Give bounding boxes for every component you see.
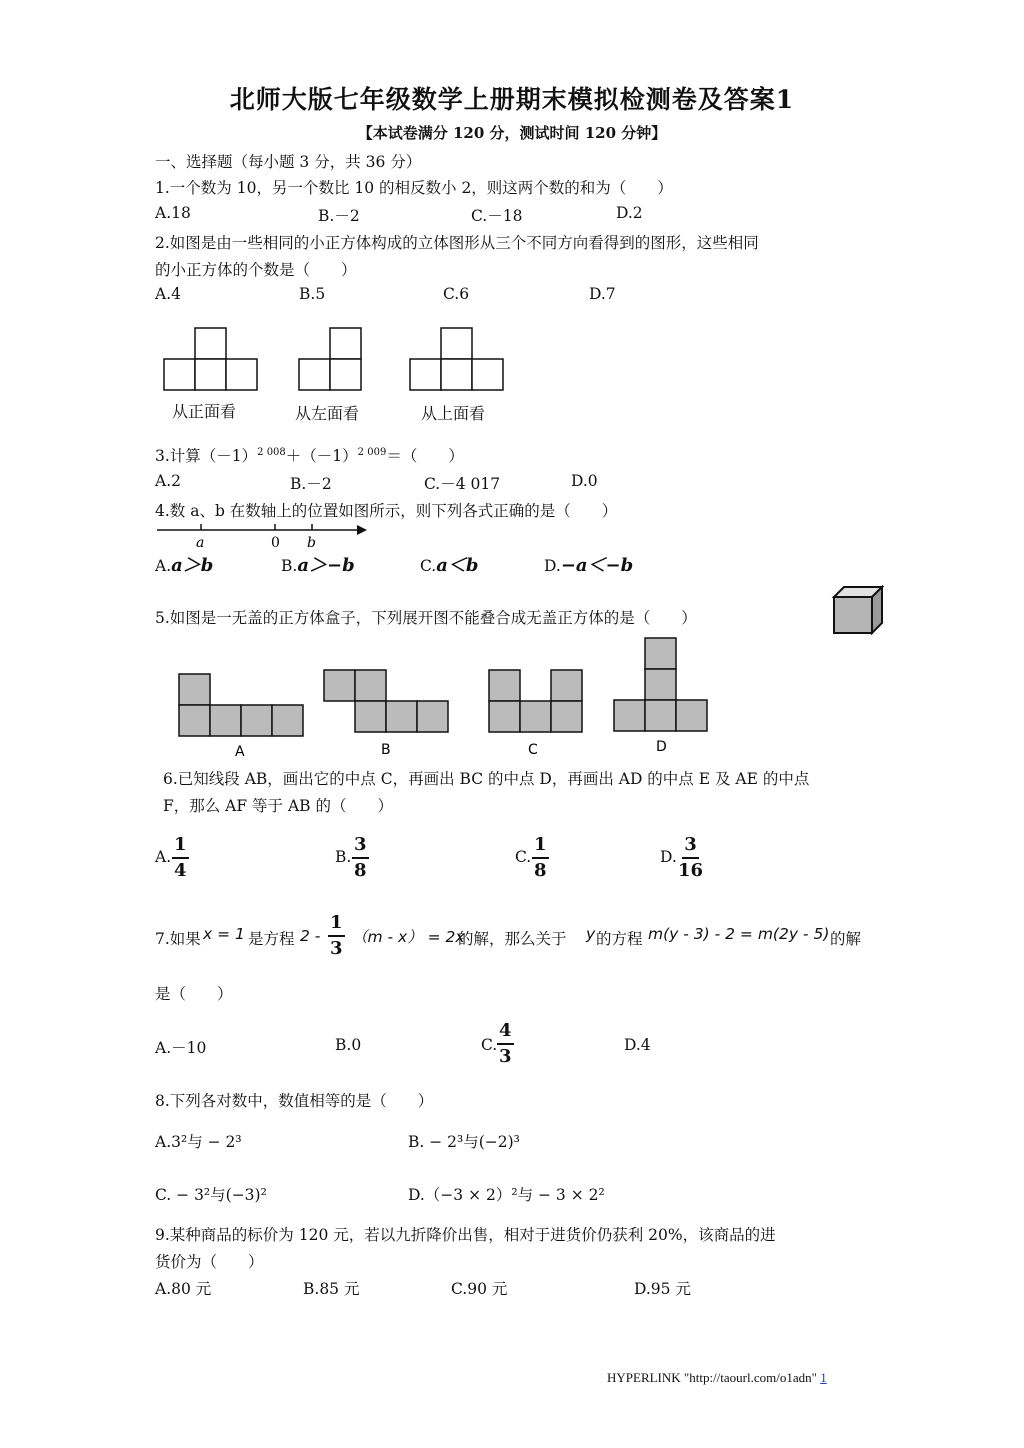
q9-stem-line1: 9.某种商品的标价为 120 元，若以九折降价出售，相对于进货价仍获利 20%，该商品的进 (155, 1226, 776, 1244)
open-cube-figure (828, 583, 886, 639)
net-label-a: A (235, 744, 245, 760)
q9-option-a: A.80 元 (155, 1280, 212, 1298)
q1-stem: 1.一个数为 10，另一个数比 10 的相反数小 2，则这两个数的和为（ ） (155, 179, 673, 197)
net-c (489, 670, 582, 732)
q6-option-b-prefix: B. (335, 848, 352, 866)
section-heading: 一、选择题（每小题 3 分，共 36 分） (155, 153, 422, 171)
q8-option-a: A.3²与 − 2³ (155, 1133, 242, 1151)
axis-label-b: b (307, 535, 316, 550)
q2-caption-top: 从上面看 (421, 404, 486, 423)
q7-y: y (586, 925, 596, 943)
q4-number-line (155, 518, 375, 550)
q6-option-d-fraction: $\frac{3}{16}$ (678, 834, 704, 881)
axis-label-a: a (196, 535, 205, 550)
q9-option-b: B.85 元 (303, 1280, 360, 1298)
page-subtitle: 【本试卷满分 120 分，测试时间 120 分钟】 (357, 124, 667, 142)
q6-option-b-fraction: $\frac{3}{8}$ (354, 834, 367, 881)
q6-option-c-fraction: $\frac{1}{8}$ (534, 834, 547, 881)
q9-option-d: D.95 元 (634, 1280, 691, 1298)
footer-hyperlink-text: HYPERLINK "http://taourl.com/o1adn" (607, 1370, 817, 1385)
q1-option-a: A.18 (155, 204, 191, 222)
q6-option-c-prefix: C. (515, 848, 532, 866)
q2-stem-line1: 2.如图是由一些相同的小正方体构成的立体图形从三个不同方向看得到的图形，这些相同 (155, 234, 759, 252)
page-number-link[interactable]: 1 (820, 1370, 827, 1385)
q6-option-d-prefix: D. (660, 848, 677, 866)
left-view (299, 328, 361, 390)
q2-stem-line2: 的小正方体的个数是（ ） (155, 261, 357, 279)
q3-stem-start: 3.计算（－1） (155, 447, 258, 465)
q1-option-b: B.－2 (318, 207, 360, 225)
q1-option-d: D.2 (616, 204, 643, 222)
q9-option-c: C.90 元 (451, 1280, 508, 1298)
q3-option-d: D.0 (571, 472, 598, 490)
net-label-d: D (656, 739, 667, 755)
q2-option-a: A.4 (155, 285, 181, 303)
q1-option-c: C.－18 (471, 207, 523, 225)
q8-option-b: B. − 2³与(−2)³ (408, 1133, 520, 1151)
page-footer (607, 1370, 827, 1386)
q3-exponent-2: 2 009 (357, 446, 387, 458)
q7-option-d: D.4 (624, 1036, 651, 1054)
q5-stem: 5.如图是一无盖的正方体盒子，下列展开图不能叠合成无盖正方体的是（ ） (155, 609, 697, 627)
q4-stem: 4.数 a、b 在数轴上的位置如图所示，则下列各式正确的是（ ） (155, 502, 618, 520)
q3-stem-mid: ＋（－1） (285, 447, 358, 465)
front-view (164, 328, 257, 390)
q7-part1: 7.如果 (155, 930, 201, 948)
q6-stem-line1: 6.已知线段 AB，画出它的中点 C，再画出 BC 的中点 D，再画出 AD 的中点 E 及 AE 的中点 (163, 770, 810, 788)
net-b (324, 670, 448, 732)
q3-stem-end: ＝（ ） (386, 447, 464, 465)
q7-eq-b: （m - x） = 2x (352, 928, 465, 946)
q7-part2: 是方程 (248, 930, 295, 948)
q8-option-c: C. − 3²与(−3)² (155, 1186, 267, 1204)
q3-option-c: C.－4 017 (424, 475, 501, 493)
q7-option-a: A.－10 (155, 1039, 207, 1057)
q7-part4: 的方程 (596, 930, 643, 948)
q3-stem (155, 444, 464, 466)
q7-part5: 的解 (830, 930, 862, 948)
q7-part3: 的解，那么关于 (458, 930, 567, 948)
axis-label-0: 0 (271, 535, 280, 550)
q6-stem-line2: F，那么 AF 等于 AB 的（ ） (163, 797, 393, 815)
q7-option-b: B.0 (335, 1036, 362, 1054)
q9-stem-line2: 货价为（ ） (155, 1253, 264, 1271)
q6-option-a-prefix: A. (155, 848, 172, 866)
page-title: 北师大版七年级数学上册期末模拟检测卷及答案1 (229, 85, 795, 114)
q4-option-c: C.a＜b (420, 555, 479, 576)
q4-option-d: D.−a＜−b (544, 555, 634, 576)
q5-nets-figure (175, 634, 715, 764)
q7-x-equals: x = 1 (203, 925, 245, 943)
q2-option-d: D.7 (589, 285, 616, 303)
q8-stem: 8.下列各对数中，数值相等的是（ ） (155, 1092, 434, 1110)
q3-option-b: B.－2 (290, 475, 332, 493)
net-d (614, 638, 707, 731)
q2-caption-left: 从左面看 (295, 404, 360, 423)
q4-option-a: A.a＞b (155, 555, 214, 576)
q8-option-d: D.（−3 × 2）²与 − 3 × 2² (408, 1186, 605, 1204)
q2-option-b: B.5 (299, 285, 326, 303)
net-label-c: C (528, 742, 538, 758)
q7-option-c-fraction: $\frac{4}{3}$ (499, 1020, 512, 1067)
q7-line2: 是（ ） (155, 985, 233, 1003)
top-view (410, 328, 503, 390)
q2-caption-front: 从正面看 (172, 402, 237, 421)
q4-option-b: B.a＞−b (281, 555, 355, 576)
q3-exponent-1: 2 008 (257, 446, 286, 458)
q2-option-c: C.6 (443, 285, 470, 303)
net-a (179, 674, 303, 736)
net-label-b: B (381, 742, 391, 758)
q7-eq2: m(y - 3) - 2 = m(2y - 5) (648, 925, 830, 943)
q7-option-c-prefix: C. (481, 1036, 498, 1054)
q2-views-figure (155, 322, 515, 397)
q6-option-a-fraction: $\frac{1}{4}$ (174, 834, 187, 881)
q7-fraction: $\frac{1}{3}$ (330, 912, 343, 959)
q3-option-a: A.2 (155, 472, 181, 490)
q7-eq-a: 2 - (300, 927, 321, 945)
